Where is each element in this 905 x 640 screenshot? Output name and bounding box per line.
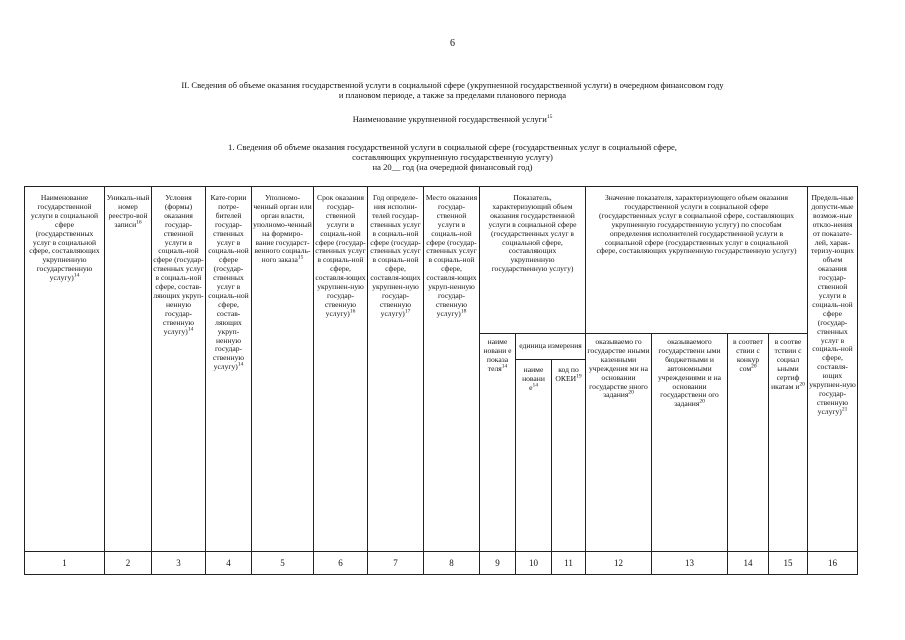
- header-sup: 20: [799, 381, 805, 387]
- header-text: Год определе-ния исполни-телей государ-ственных услуг в социаль-ной сфере (государ-ственных услуг в социаль-ной сфере, составля-ющих укрупнен-ную государ-ственную услугу): [370, 193, 421, 318]
- header-sup: 14: [73, 272, 80, 279]
- column-number: 6: [314, 552, 368, 575]
- header-sup: 20: [699, 398, 705, 405]
- header-indicator-group: Показатель, характеризующий объем оказания государственной услуги в социальной сфере (государственных услуг в социальной сфере, составляющих укрупненную государственную услугу): [480, 187, 586, 334]
- header-text: в соответ ствии с конкур сом: [733, 337, 763, 373]
- header-indicator-name: [480, 334, 516, 552]
- column-number: 13: [652, 552, 728, 575]
- header-allowed-deviations: [808, 187, 858, 552]
- header-year-of-selection: [368, 187, 424, 552]
- header-text: оказываемого государственн ыми бюджетными и автономными учреждениями и на основании государственн ого задания: [657, 337, 722, 409]
- header-text: наиме новани е показа теля: [483, 337, 512, 373]
- header-service-term: [314, 187, 368, 552]
- subsection-line3: на 20__ год (на очередной финансовый год): [372, 162, 533, 172]
- section-title: [0, 80, 905, 100]
- service-name-text: Наименование укрупненной государственной услуги: [352, 114, 547, 124]
- header-registry-number: [105, 187, 152, 552]
- volume-table: [24, 186, 858, 575]
- column-number: 12: [586, 552, 652, 575]
- column-number: 9: [480, 552, 516, 575]
- subsection-title: [0, 142, 905, 172]
- column-number: 8: [424, 552, 480, 575]
- header-state-institutions: [586, 334, 652, 552]
- header-sup: 19: [576, 373, 582, 380]
- header-unit-name: [516, 360, 552, 552]
- header-text: Условия (формы) оказания государ-ственной услуги в социаль-ной сфере (государ-ственных услуг в социаль-ной сфере, состав-ляющих укруп-ненную государ-ственную услугу): [153, 193, 204, 336]
- section-title-line1: II. Сведения об объеме оказания государственной услуги в социальной сфере (укрупненной государственной услуги) в очередном финансовом году: [181, 80, 724, 90]
- column-number: 5: [252, 552, 314, 575]
- header-okei-code: [552, 360, 586, 552]
- column-number: 7: [368, 552, 424, 575]
- header-text: код по ОКЕИ: [555, 365, 579, 383]
- section-title-line2: и плановом периоде, а также за пределами планового периода: [338, 90, 567, 100]
- header-text: Уникаль-ный номер реестро-вой записи: [106, 193, 150, 229]
- column-number: 2: [105, 552, 152, 575]
- column-number: 4: [206, 552, 252, 575]
- header-value-group: Значение показателя, характеризующего объем оказания государственной услуги в социальной сфере (государственных услуг в социальной сфере, составляющих укрупненную государственную услугу) по способам определения исполнителей государственной услуги в социальной сфере (государственных услуг в социальной сфере, составляющих укрупненную государственную услугу): [586, 187, 808, 334]
- header-place-of-service: [424, 187, 480, 552]
- column-number: 11: [552, 552, 586, 575]
- page-number: 6: [450, 38, 455, 49]
- subsection-line2: составляющих укрупненную государственную услугу): [352, 152, 553, 162]
- header-text: оказываемо го государстве нными казенными учреждения ми на основании государстве нного задания: [587, 337, 650, 400]
- service-name-sup: 15: [546, 114, 553, 121]
- column-number: 16: [808, 552, 858, 575]
- header-sup: 16: [136, 219, 142, 226]
- column-number: 10: [516, 552, 552, 575]
- header-text: Срок оказания государ-ственной услуги в социаль-ной сфере (государ-ственных услуг в социаль-ной сфере, составля-ющих укрупнен-ную государ-ственную услугу): [315, 193, 366, 318]
- header-text: Место оказания государ-ственной услуги в социаль-ной сфере (государ-ственных услуг в социаль-ной сфере, составля-ющих укруп-ненную государ-ственную услугу): [425, 193, 478, 318]
- header-text: в соотве тствии с социал ьными сертиф икатам и: [771, 337, 802, 391]
- column-number: 14: [728, 552, 769, 575]
- column-number-row: [25, 552, 858, 575]
- service-name-label: [0, 114, 905, 124]
- header-text: Уполномо-ченный орган или орган власти, уполномо-ченный на формиро-вание государст-венного социаль-ного заказа: [253, 193, 312, 265]
- header-sup: 20: [751, 363, 757, 370]
- header-sup: 14: [187, 326, 194, 333]
- header-sup: 17: [404, 308, 411, 315]
- header-sup: 16: [349, 308, 356, 315]
- header-sup: 14: [532, 382, 538, 389]
- header-sup: 14: [237, 361, 244, 368]
- header-unit-group: единица измерения: [516, 334, 586, 360]
- header-budget-institutions: [652, 334, 728, 552]
- header-sup: 18: [460, 308, 467, 315]
- header-by-social-certificates: [769, 334, 808, 552]
- header-consumer-categories: [206, 187, 252, 552]
- header-by-competition: [728, 334, 769, 552]
- column-number: 3: [152, 552, 206, 575]
- column-number: 1: [25, 552, 105, 575]
- subsection-line1: 1. Сведения об объеме оказания государственной услуги в социальной сфере (государственных услуг в социальной сфере,: [228, 142, 677, 152]
- header-text: Кате-гории потре-бителей государ-ственных услуг в социаль-ной сфере (государ-ственных услуг в социаль-ной сфере, состав-ляющих укруп-ненную государ-ственную услугу): [208, 193, 249, 372]
- header-service-name: [25, 187, 105, 552]
- header-sup: 20: [628, 389, 634, 396]
- header-sup: 14: [501, 363, 508, 370]
- column-number: 15: [769, 552, 808, 575]
- header-authorized-body: [252, 187, 314, 552]
- header-sup: 21: [841, 406, 848, 413]
- header-text: Наименование государственной услуги в социальной сфере (государственных услуг в социальной сфере, составляющих укрупненную государственную услугу): [29, 193, 100, 283]
- header-conditions: [152, 187, 206, 552]
- header-text: Предель-ные допусти-мые возмож-ные откло-нения от показате-лей, харак-теризу-ющих объем оказания государ-ственной услуги в социаль-ной сфере (государ-ственных услуг в социаль-ной сфере, составля-ющих укрупнен-ную государ-ственную услугу): [809, 193, 856, 416]
- header-text: наиме новани е: [522, 365, 545, 392]
- header-sup: 15: [297, 254, 304, 261]
